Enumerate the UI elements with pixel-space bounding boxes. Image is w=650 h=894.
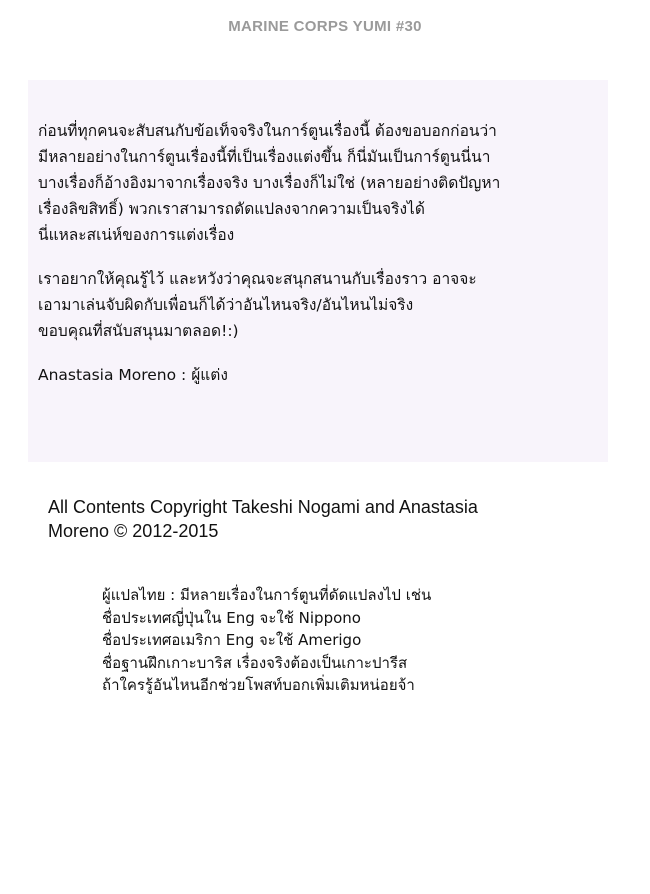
- translator-note-line: ชื่อประเทศอเมริกา Eng จะใช้ Amerigo: [102, 631, 362, 649]
- copyright-line: Moreno © 2012-2015: [48, 521, 219, 541]
- note-line: เอามาเล่นจับผิดกับเพื่อนก็ได้ว่าอันไหนจริง/อันไหนไม่จริง: [38, 296, 414, 314]
- note-line: มีหลายอย่างในการ์ตูนเรื่องนี้ที่เป็นเรื่องแต่งขึ้น ก็นี่มันเป็นการ์ตูนนี่นา: [38, 148, 491, 166]
- translator-note-line: ชื่อประเทศญี่ปุ่นใน Eng จะใช้ Nippono: [102, 608, 361, 627]
- note-line: บางเรื่องก็อ้างอิงมาจากเรื่องจริง บางเรื่องก็ไม่ใช่ (หลายอย่างติดปัญหา: [38, 174, 501, 192]
- author-signature: Anastasia Moreno : ผู้แต่ง: [38, 366, 228, 384]
- copyright-notice: [48, 495, 608, 543]
- translator-note-line: ผู้แปลไทย : มีหลายเรื่องในการ์ตูนที่ดัดแปลงไป เช่น: [102, 586, 432, 604]
- note-line: ก่อนที่ทุกคนจะสับสนกับข้อเท็จจริงในการ์ตูนเรื่องนี้ ต้องขอบอกก่อนว่า: [38, 122, 497, 140]
- note-line: เรื่องลิขสิทธิ์) พวกเราสามารถดัดแปลงจากความเป็นจริงได้: [38, 200, 425, 218]
- translator-note-line: ถ้าใครรู้อันไหนอีกช่วยโพสท์บอกเพิ่มเติมหน่อยจ้า: [102, 676, 415, 694]
- copyright-line: All Contents Copyright Takeshi Nogami and Anastasia: [48, 497, 478, 517]
- note-line: เราอยากให้คุณรู้ไว้ และหวังว่าคุณจะสนุกสนานกับเรื่องราว อาจจะ: [38, 270, 477, 288]
- translator-note: [102, 584, 622, 697]
- translator-note-line: ชื่อฐานฝึกเกาะบาริส เรื่องจริงต้องเป็นเกาะปารีส: [102, 653, 408, 672]
- note-line: นี่แหละสเน่ห์ของการแต่งเรื่อง: [38, 226, 235, 244]
- author-note-paragraph-2: [38, 266, 602, 344]
- page-title: MARINE CORPS YUMI #30: [228, 18, 422, 35]
- author-note-paragraph-1: [38, 118, 602, 248]
- note-line: ขอบคุณที่สนับสนุนมาตลอด!:): [38, 322, 239, 340]
- author-note-box: [28, 80, 608, 462]
